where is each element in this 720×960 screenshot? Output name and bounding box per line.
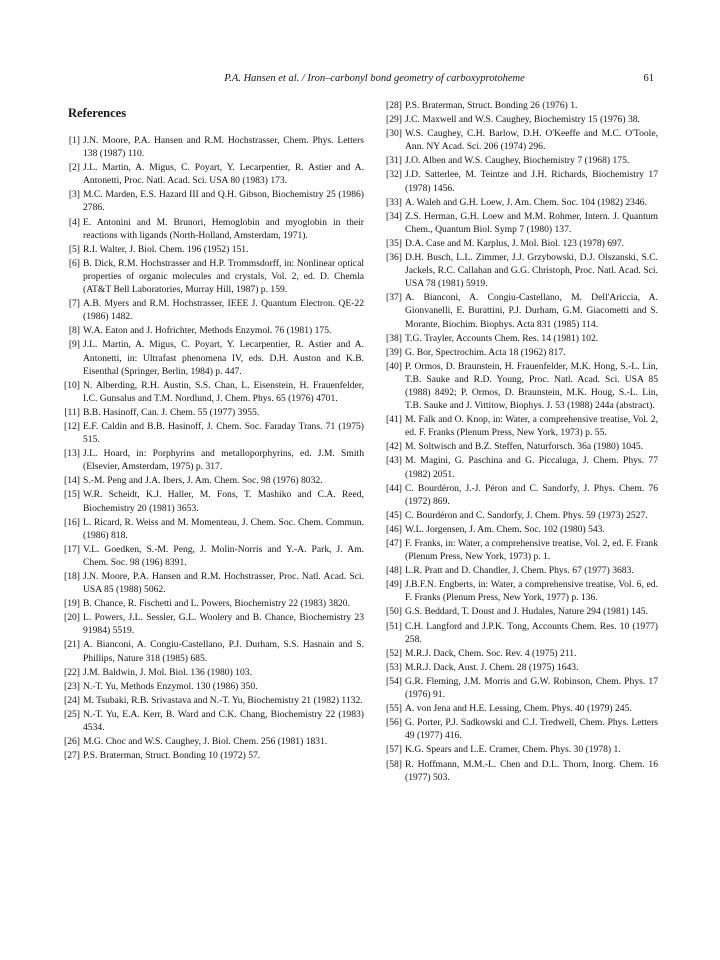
reference-number: [26] [64, 736, 80, 748]
reference-text: W.L. Jorgensen, J. Am. Chem. Soc. 102 (1980) 543. [405, 523, 605, 535]
reference-entry [374, 291, 658, 330]
reference-entry [52, 324, 364, 337]
reference-entry [52, 420, 364, 446]
reference-entry [52, 666, 364, 679]
reference-number: [31] [386, 155, 402, 167]
reference-number: [14] [64, 475, 80, 487]
reference-text: A. Bianconi, A. Congiu-Castellano, P.J. Durham, S.S. Hasnain and S. Phillips, Nature 318 (1985) 685. [83, 639, 364, 664]
reference-text: M. Magini, G. Paschina and G. Piccaluga, J. Chem. Phys. 77 (1982) 2051. [405, 455, 658, 480]
reference-text: W.R. Scheidt, K.J. Haller, M. Fons, T. Mashiko and C.A. Reed, Biochemistry 20 (1981) 3653. [83, 489, 364, 514]
reference-number: [44] [386, 482, 402, 494]
reference-text: L. Powers, J.L. Sessler, G.L. Woolery and B. Chance, Biochemistry 23 91984) 5519. [83, 612, 364, 637]
reference-entry [374, 210, 658, 236]
reference-number: [53] [386, 661, 402, 673]
reference-number: [21] [64, 639, 80, 651]
reference-entry [374, 482, 658, 508]
reference-text: J.C. Maxwell and W.S. Caughey, Biochemistry 15 (1976) 38. [405, 114, 640, 126]
reference-entry [374, 702, 658, 715]
reference-text: W.S. Caughey, C.H. Barlow, D.H. O'Keeffe and M.C. O'Toole, Ann. NY Acad. Sci. 206 (1974) 296. [405, 128, 658, 153]
reference-text: M.R.J. Dack, Chem. Soc. Rev. 4 (1975) 211. [405, 647, 577, 659]
reference-text: J.O. Alben and W.S. Caughey, Biochemistry 7 (1968) 175. [405, 155, 630, 167]
reference-entry [374, 578, 658, 604]
reference-entry [374, 168, 658, 194]
reference-text: B. Chance, R. Fischetti and L. Powers, Biochemistry 22 (1983) 3820. [83, 598, 350, 610]
reference-text: J.B.F.N. Engberts, in: Water, a comprehensive treatise, Vol. 6, ed. F. Franks (Plenum Press, New York, 1977) p. 136. [405, 579, 658, 604]
reference-text: G. Bor, Spectrochim. Acta 18 (1962) 817. [405, 346, 566, 358]
reference-entry [52, 216, 364, 242]
reference-entry [374, 743, 658, 756]
reference-entry [52, 708, 364, 734]
reference-entry [52, 188, 364, 214]
reference-text: R.I. Walter, J. Biol. Chem. 196 (1952) 151. [83, 243, 249, 255]
reference-text: R. Hoffmann, M.M.-L. Chen and D.L. Thorn, Inorg. Chem. 16 (1977) 503. [405, 758, 658, 783]
reference-entry [374, 360, 658, 412]
reference-number: [51] [386, 620, 402, 632]
reference-entry [374, 620, 658, 646]
reference-text: M.C. Marden, E.S. Hazard III and Q.H. Gibson, Biochemistry 25 (1986) 2786. [83, 189, 364, 214]
page-number: 61 [643, 73, 654, 84]
reference-entry [52, 297, 364, 323]
reference-number: [30] [386, 128, 402, 140]
reference-entry [374, 237, 658, 250]
reference-number: [19] [64, 598, 80, 610]
reference-entry [374, 154, 658, 167]
reference-entry [52, 161, 364, 187]
reference-text: C. Bourdéron and C. Sandorfy, J. Chem. Phys. 59 (1973) 2527. [405, 509, 648, 521]
running-header [95, 73, 654, 89]
reference-entry [374, 647, 658, 660]
reference-entry [374, 564, 658, 577]
reference-number: [37] [386, 292, 402, 304]
reference-entry [52, 749, 364, 762]
reference-number: [52] [386, 647, 402, 659]
reference-text: A.B. Myers and R.M. Hochstrasser, IEEE J. Quantum Electron. QE-22 (1986) 1482. [83, 298, 364, 323]
reference-text: J.M. Baldwin, J. Mol. Biol. 136 (1980) 103. [83, 666, 252, 678]
reference-text: A. Bianconi, A. Congiu-Castellano, M. Dell'Ariccia, A. Gionvanelli, E. Burattini, P.J. Durham, G.M. Giacometti and S. Morante, Biochim. Biophys. Acta 831 (1985) 114. [405, 292, 658, 330]
reference-number: [10] [64, 379, 80, 391]
reference-number: [9] [68, 339, 80, 351]
reference-number: [34] [386, 210, 402, 222]
reference-number: [49] [386, 579, 402, 591]
reference-entry [52, 243, 364, 256]
reference-entry [374, 716, 658, 742]
reference-number: [29] [386, 114, 402, 126]
references-left-column [52, 134, 364, 763]
reference-number: [56] [386, 717, 402, 729]
reference-text: C.H. Langford and J.P.K. Tong, Accounts Chem. Res. 10 (1977) 258. [405, 620, 658, 645]
reference-entry [52, 543, 364, 569]
reference-number: [25] [64, 708, 80, 720]
reference-number: [46] [386, 523, 402, 535]
reference-entry [52, 406, 364, 419]
reference-number: [27] [64, 750, 80, 762]
reference-text: T.G. Trayler, Accounts Chem. Res. 14 (1981) 102. [405, 332, 599, 344]
reference-text: E. Antonini and M. Brunori, Hemoglobin and myoglobin in their reactions with ligands (North-Holland, Amsterdam, 1971). [83, 216, 364, 241]
reference-text: Z.S. Herman, G.H. Loew and M.M. Rohmer, Intern. J. Quantum Chem., Quantum Biol. Symp 7 (1980) 137. [405, 210, 658, 235]
reference-entry [374, 758, 658, 784]
reference-entry [374, 509, 658, 522]
reference-number: [54] [386, 675, 402, 687]
reference-number: [38] [386, 332, 402, 344]
reference-text: P.S. Braterman, Struct. Bonding 10 (1972) 57. [83, 750, 261, 762]
reference-entry [52, 516, 364, 542]
reference-text: D.A. Case and M. Karplus, J. Mol. Biol. 123 (1978) 697. [405, 237, 625, 249]
reference-text: P.S. Braterman, Struct. Bonding 26 (1976) 1. [405, 100, 578, 111]
running-title: P.A. Hansen et al. / Iron–carbonyl bond geometry of carboxyprotoheme [224, 73, 525, 84]
reference-number: [24] [64, 694, 80, 706]
reference-number: [23] [64, 680, 80, 692]
reference-entry [374, 113, 658, 126]
reference-entry [374, 675, 658, 701]
reference-entry [52, 570, 364, 596]
reference-text: P. Ormos, D. Braunstein, H. Frauenfelder, M.K. Hong, S.-L. Lin, T.B. Sauke and R.D. Young, Proc. Natl. Acad. Sci. USA 85 (1988) 8492; P. Ormos, D. Braunstein, M.K. Houg, S.-L. Lin, T.B. Sauke and J. Vittitow, Biophys. J. 53 (1988) 244a (abstract). [405, 360, 658, 412]
reference-text: D.H. Busch, L.L. Zimmer, J.J. Grzybowski, D.J. Olszanski, S.C. Jackels, R.C. Callahan and G.G. Christoph, Proc. Natl. Acad. Sci. USA 78 (1981) 5919. [405, 252, 658, 290]
reference-number: [18] [64, 571, 80, 582]
reference-text: L. Ricard, R. Weiss and M. Momenteau, J. Chem. Soc. Chem. Commun. (1986) 818. [83, 516, 364, 541]
reference-entry [52, 338, 364, 377]
reference-text: G.R. Fleming, J.M. Morris and G.W. Robinson, Chem. Phys. 17 (1976) 91. [405, 675, 658, 701]
reference-entry [52, 611, 364, 637]
reference-number: [17] [64, 543, 80, 555]
reference-entry [374, 99, 658, 112]
reference-text: L.R. Pratt and D. Chandler, J. Chem. Phys. 67 (1977) 3683. [405, 565, 634, 577]
reference-text: M. Soltwisch and B.Z. Steffen, Naturforsch. 36a (1980) 1045. [405, 441, 644, 453]
reference-entry [52, 474, 364, 487]
reference-number: [2] [68, 162, 80, 174]
reference-text: C. Bourdéron, J.-J. Péron and C. Sandorfy, J. Phys. Chem. 76 (1972) 869. [405, 482, 658, 507]
reference-number: [20] [64, 612, 80, 624]
reference-entry [374, 454, 658, 480]
reference-entry [374, 346, 658, 359]
reference-text: M. Tsubaki, R.B. Srivastava and N.-T. Yu, Biochemistry 21 (1982) 1132. [83, 694, 363, 706]
reference-number: [4] [68, 216, 80, 228]
reference-text: J.L. Martin, A. Migus, C. Poyart, Y. Lecarpentier, R. Astier and A. Antonetti, in: Ultrafast phenomena IV, eds. D.H. Auston and K.B. Eisenthal (Springer, Berlin, 1984) p. 447. [83, 339, 364, 377]
reference-number: [5] [68, 243, 80, 255]
reference-entry [52, 488, 364, 514]
reference-number: [58] [386, 758, 402, 770]
reference-entry [52, 447, 364, 473]
reference-text: A. Waleh and G.H. Loew, J. Am. Chem. Soc. 104 (1982) 2346. [405, 196, 647, 208]
reference-number: [1] [68, 135, 80, 146]
reference-number: [40] [386, 360, 402, 372]
reference-number: [13] [64, 448, 80, 460]
reference-text: M.G. Choc and W.S. Caughey, J. Biol. Chem. 256 (1981) 1831. [83, 736, 328, 748]
reference-text: G.S. Beddard, T. Doust and J. Hudales, Nature 294 (1981) 145. [405, 606, 648, 618]
reference-number: [3] [68, 189, 80, 201]
reference-text: N. Alberding, R.H. Austin, S.S. Chan, L. Eisenstein, H. Frauenfelder, I.C. Gunsalus and T.M. Nordlund, J. Chem. Phys. 65 (1976) 4701. [83, 379, 364, 404]
reference-text: B. Dick, R.M. Hochstrasser and H.P. Trommsdorff, in: Nonlinear optical properties of organic molecules and crystals, Vol. 2, ed. D. Chemla (AT&T Bell Laboratories, Murray Hill, 1987) p. 159. [83, 257, 364, 296]
reference-text: J.N. Moore, P.A. Hansen and R.M. Hochstrasser, Chem. Phys. Letters 138 (1987) 110. [83, 135, 364, 160]
reference-entry [52, 638, 364, 664]
reference-number: [50] [386, 606, 402, 618]
reference-entry [52, 597, 364, 610]
reference-entry [374, 523, 658, 536]
reference-number: [28] [386, 100, 402, 111]
reference-text: M. Falk and O. Knop, in: Water, a comprehensive treatise, Vol. 2, ed. F. Franks (Plenum Press, New York, 1973) p. 55. [405, 414, 658, 439]
reference-entry [374, 537, 658, 563]
reference-text: M.R.J. Dack, Aust. J. Chem. 28 (1975) 1643. [405, 661, 579, 673]
reference-text: J.D. Satterlee, M. Teintze and J.H. Richards, Biochemistry 17 (1978) 1456. [405, 169, 658, 194]
reference-number: [43] [386, 455, 402, 467]
reference-number: [41] [386, 414, 402, 426]
reference-entry [52, 735, 364, 748]
reference-entry [52, 257, 364, 296]
reference-number: [15] [64, 489, 80, 501]
reference-text: N.-T. Yu, E.A. Kerr, B. Ward and C.K. Chang, Biochemistry 22 (1983) 4534. [83, 708, 364, 734]
reference-number: [12] [64, 420, 80, 432]
reference-number: [22] [64, 666, 80, 678]
reference-text: W.A. Eaton and J. Hofrichter, Methods Enzymol. 76 (1981) 175. [83, 325, 332, 337]
reference-number: [57] [386, 744, 402, 756]
reference-number: [42] [386, 441, 402, 453]
reference-number: [16] [64, 516, 80, 528]
reference-text: J.L. Martin, A. Migus, C. Poyart, Y. Lecarpentier, R. Astier and A. Antonetti, Proc. Natl. Acad. Sci. USA 80 (1983) 173. [83, 162, 364, 187]
references-right-column [374, 99, 658, 785]
reference-text: N.-T. Yu, Methods Enzymol. 130 (1986) 350. [83, 680, 258, 692]
references-heading: References [68, 106, 127, 120]
reference-number: [33] [386, 196, 402, 208]
reference-number: [48] [386, 565, 402, 577]
reference-number: [39] [386, 346, 402, 358]
reference-number: [6] [68, 257, 80, 269]
reference-text: J.L. Hoard, in: Porphyrins and metalloporphyrins, ed. J.M. Smith (Elsevier, Amsterdam, 1975) p. 317. [83, 448, 364, 473]
reference-entry [374, 440, 658, 453]
reference-text: A. von Jena and H.E. Lessing, Chem. Phys. 40 (1979) 245. [405, 703, 632, 715]
reference-entry [374, 127, 658, 153]
reference-number: [8] [68, 325, 80, 337]
reference-number: [32] [386, 169, 402, 181]
reference-entry [374, 413, 658, 439]
reference-text: V.L. Goedken, S.-M. Peng, J. Molin-Norris and Y.-A. Park, J. Am. Chem. Soc. 98 (196) 8391. [83, 543, 364, 568]
reference-text: B.B. Hasinoff, Can. J. Chem. 55 (1977) 3955. [83, 406, 260, 418]
reference-entry [52, 379, 364, 405]
reference-entry [374, 332, 658, 345]
reference-number: [55] [386, 703, 402, 715]
reference-text: G. Porter, P.J. Sadkowski and C.J. Tredwell, Chem. Phys. Letters 49 (1977) 416. [405, 717, 658, 742]
reference-entry [374, 196, 658, 209]
reference-entry [52, 694, 364, 707]
reference-text: K.G. Spears and L.E. Cramer, Chem. Phys. 30 (1978) 1. [405, 744, 621, 756]
reference-entry [52, 134, 364, 160]
reference-number: [36] [386, 252, 402, 264]
reference-number: [47] [386, 538, 402, 549]
reference-entry [52, 680, 364, 693]
reference-number: [11] [64, 406, 80, 418]
reference-entry [374, 605, 658, 618]
reference-text: F. Franks, in: Water, a comprehensive treatise, Vol. 2, ed. F. Frank (Plenum Press, New York, 1973) p. 1. [405, 538, 658, 563]
reference-text: J.N. Moore, P.A. Hansen and R.M. Hochstrasser, Proc. Natl. Acad. Sci. USA 85 (1988) 5062. [83, 571, 364, 596]
reference-number: [35] [386, 237, 402, 249]
reference-text: E.F. Caldin and B.B. Hasinoff, J. Chem. Soc. Faraday Trans. 71 (1975) 515. [83, 420, 364, 446]
reference-number: [45] [386, 509, 402, 521]
reference-entry [374, 661, 658, 674]
reference-number: [7] [68, 298, 80, 310]
reference-entry [374, 251, 658, 290]
reference-text: S.-M. Peng and J.A. Ibers, J. Am. Chem. Soc. 98 (1976) 8032. [83, 475, 323, 487]
